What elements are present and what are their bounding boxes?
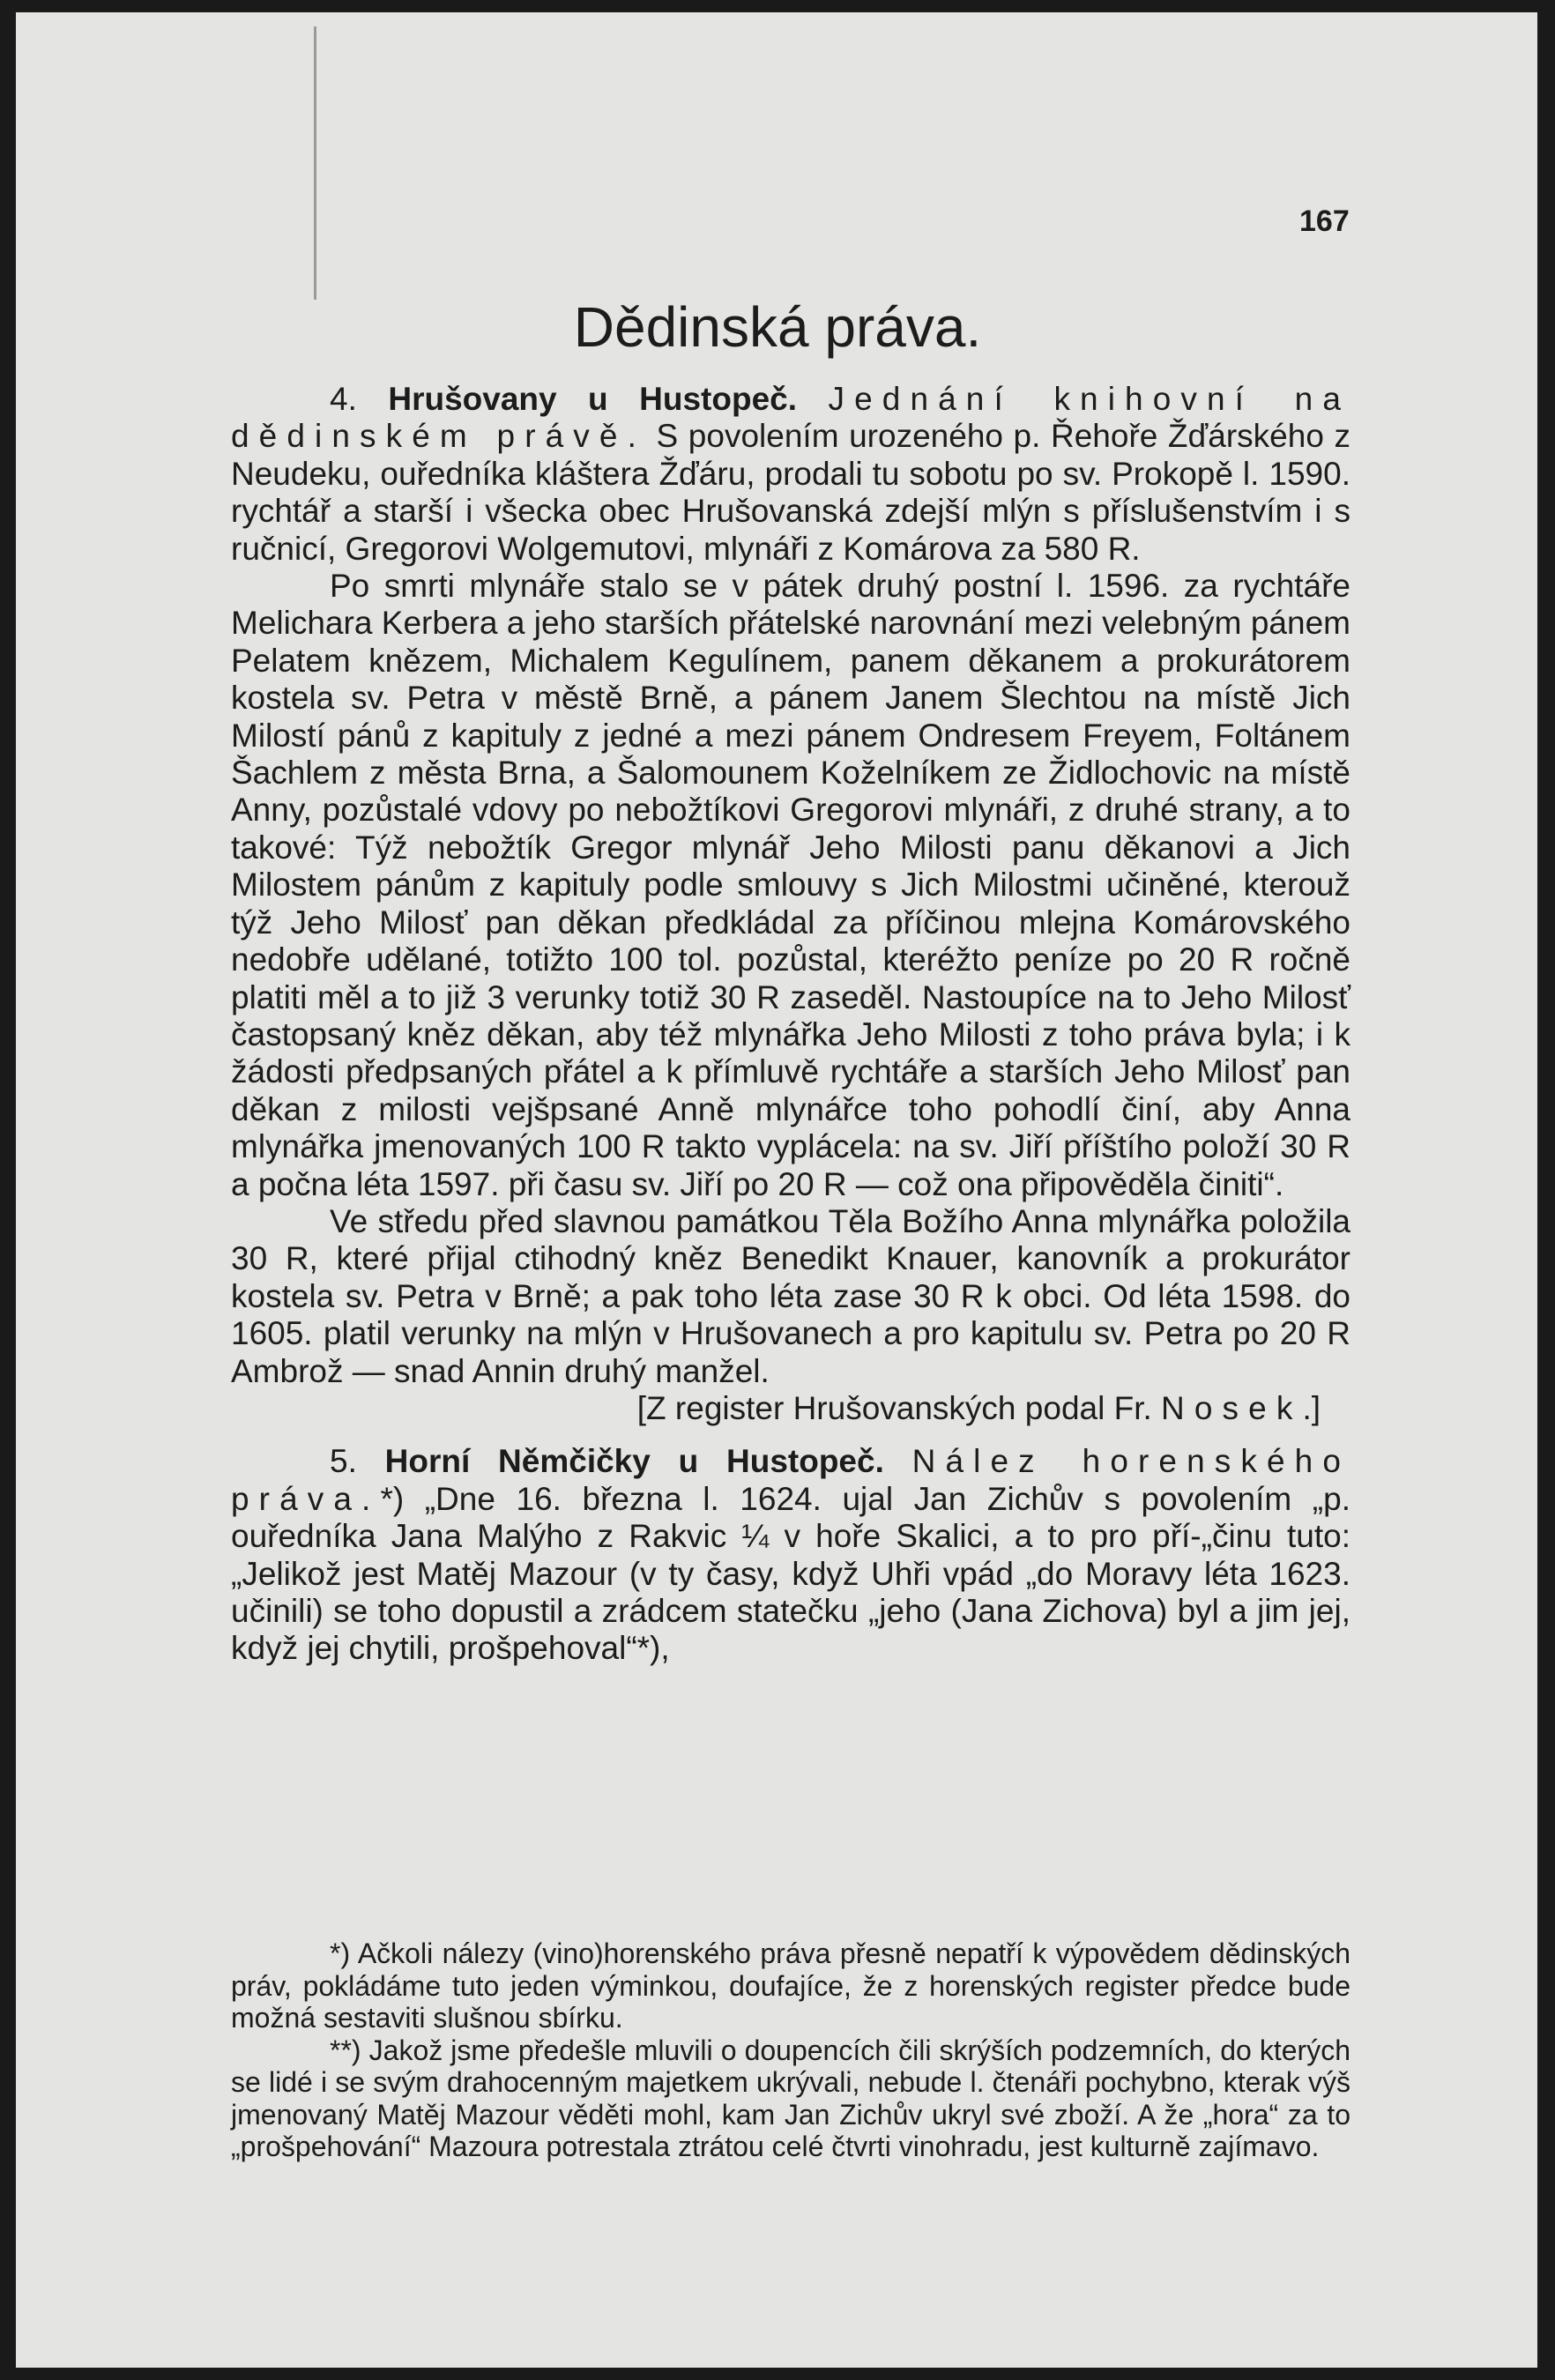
section-5-subject: Nález horenského práva. (231, 1443, 1351, 1517)
source-prefix: [Z register Hrušovanských podal Fr. (636, 1389, 1152, 1426)
page-number: 167 (1299, 205, 1350, 238)
section-5-number: 5. (330, 1443, 357, 1480)
page-title: Dědinská práva. (573, 295, 982, 359)
footnotes (231, 1937, 1350, 2163)
margin-mark (314, 26, 316, 300)
source-author: Nosek (1161, 1389, 1303, 1426)
section-4-paragraph-3: Ve středu před slavnou památkou Těla Božího Anna mlynářka položila 30 R, které přijal ctihodný kněz Benedikt Knauer, kanovník a prokurátor kostela sv. Petra v Brně; a pak toho léta zase 30 R k obci. Od léta 1598. do 1605. platil verunky na mlýn v Hrušovanech a pro kapitulu sv. Petra po 20 R Ambrož — snad Annin druhý manžel. (231, 1202, 1350, 1389)
main-text (231, 381, 1350, 1668)
footnote-1 (231, 1937, 1350, 2034)
section-5-paragraph (231, 1443, 1350, 1667)
section-4-paragraph (231, 381, 1350, 568)
section-4-subject: Jednání knihovní na dědinském právě. (231, 381, 1350, 455)
footnote-2-mark: **) (330, 2034, 361, 2066)
source-suffix: .] (1302, 1389, 1321, 1426)
section-4-text: S povolením urozeného p. Řehoře Žďárského z Neudeku, ouředníka kláštera Žďáru, prodali tu sobotu po sv. Prokopě l. 1590. rychtář a starší i všecka obec Hrušovanská zdejší mlýn s příslušenstvím i s ručnicí, Gregorovi Wolgemutovi, mlynáři z Komárova za 580 R. (231, 418, 1350, 567)
footnote-1-text: Ačkoli nálezy (vino)horenského práva přesně nepatří k výpovědem dědinských práv, pokládáme tuto jeden výminkou, doufajíce, že z horenských register předce bude možná sestaviti slušnou sbírku. (231, 1937, 1351, 2034)
section-5-heading: Horní Němčičky u Hustopeč. (384, 1443, 884, 1480)
footnote-2-text: Jakož jsme předešle mluvili o doupencích čili skrýších podzemních, do kterých se lidé i se svým drahocenným majetkem ukrývali, nebude l. čtenáři pochybno, kterak výš jmenovaný Matěj Mazour věděti mohl, kam Jan Zichův ukryl své zboží. A že „hora“ za to „prošpehování“ Mazoura potrestala ztrátou celé čtvrti vinohradu, jest kulturně zajímavo. (231, 2034, 1351, 2162)
section-4-heading: Hrušovany u Hustopeč. (388, 381, 798, 417)
footnote-2 (231, 2034, 1350, 2163)
section-4-number: 4. (330, 381, 357, 417)
footnote-1-mark: *) (330, 1937, 351, 1969)
section-4-source (231, 1390, 1350, 1427)
section-4-paragraph-2: Po smrti mlynáře stalo se v pátek druhý postní l. 1596. za rychtáře Melichara Kerbera a jeho starších přátelské narovnání mezi velebným pánem Pelatem knězem, Michalem Kegulínem, panem děkanem a prokurátorem kostela sv. Petra v městě Brně, a pánem Janem Šlechtou na místě Jich Milostí pánů z kapituly z jedné a mezi pánem Ondresem Freyem, Foltánem Šachlem z města Brna, a Šalomounem Koželníkem ze Židlochovic na místě Anny, pozůstalé vdovy po nebožtíkovi Gregorovi mlynáři, z druhé strany, a to takové: Týž nebožtík Gregor mlynář Jeho Milosti panu děkanovi a Jich Milostem pánům z kapituly podle smlouvy s Jich Milostmi učiněné, kterouž týž Jeho Milosť pan děkan předkládal za příčinou mlejna Komárovského nedobře udělané, totižto 100 tol. pozůstal, kteréžto peníze po 20 R ročně platiti měl a to již 3 verunky totiž 30 R zaseděl. Nastoupíce na to Jeho Milosť častopsaný kněz děkan, aby též mlynářka Jeho Milosti z toho práva byla; i k žádosti předpsaných přátel a k přímluvě rychtáře a starších Jeho Milosť pan děkan z milosti vejšpsané Anně mlynářce toho pohodlí činí, aby Anna mlynářka jmenovaných 100 R takto vyplácela: na sv. Jiří příštího položí 30 R a počna léta 1597. při času sv. Jiří po 20 R — což ona připověděla činiti“. (231, 568, 1350, 1202)
section-5-text: *) „Dne 16. března l. 1624. ujal Jan Zichův s povolením „p. ouředníka Jana Malýho z Rakvic ¼ v hoře Skalici, a to pro pří-„činu tuto: „Jelikož jest Matěj Mazour (v ty časy, když Uhři vpád „do Moravy léta 1623. učinili) se toho dopustil a zrádcem statečku „jeho (Jana Zichova) byl a jim jej, když jej chytili, prošpehoval“*), (231, 1480, 1350, 1667)
